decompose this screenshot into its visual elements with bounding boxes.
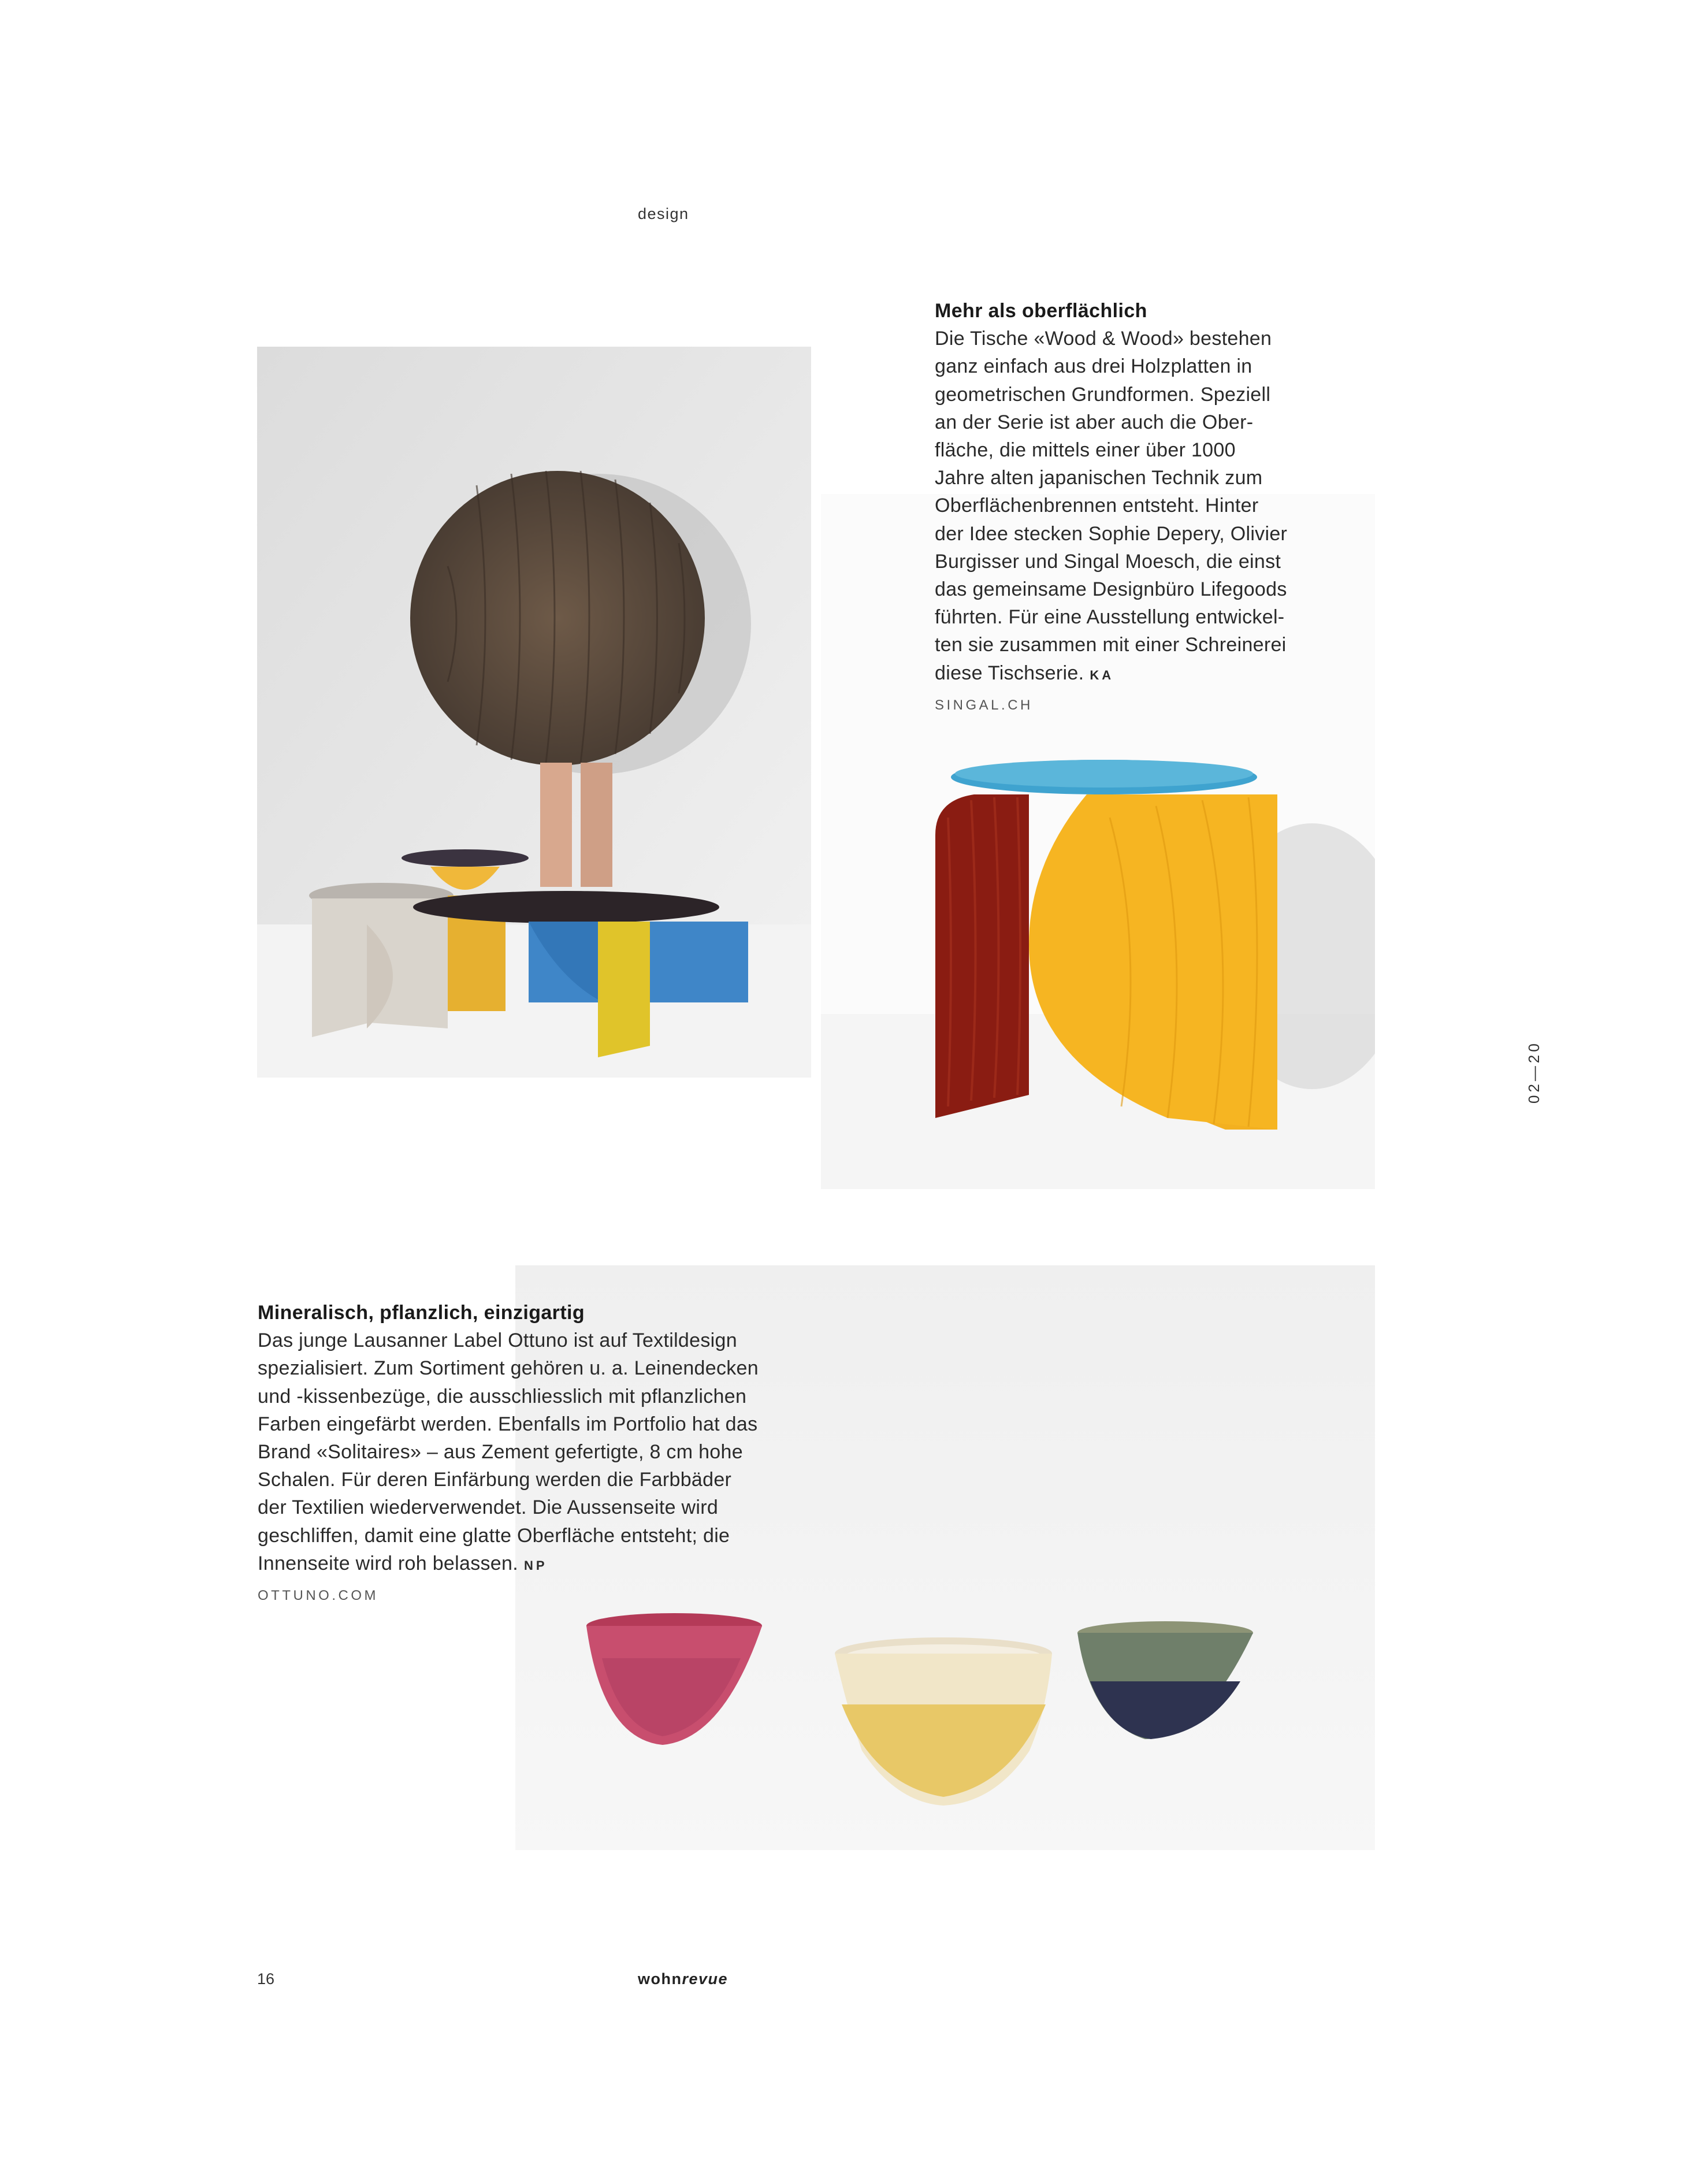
- article-line: Die Tische «Wood & Wood» bestehen: [935, 328, 1272, 350]
- article-heading: Mehr als oberflächlich: [935, 300, 1147, 322]
- article-line: das gemeinsame Designbüro Lifegoods: [935, 578, 1287, 601]
- magazine-suffix: revue: [682, 1970, 729, 1988]
- article-line-last: [258, 1550, 812, 1580]
- article-line: der Textilien wiederverwendet. Die Aussenseite wird: [258, 1496, 719, 1519]
- article-line: fläche, die mittels einer über 1000: [935, 439, 1236, 462]
- article-line: der Idee stecken Sophie Depery, Olivier: [935, 522, 1288, 545]
- issue-number: 02—20: [1525, 1041, 1543, 1104]
- article-line: führten. Für eine Ausstellung entwickel-: [935, 606, 1285, 629]
- article-line: an der Serie ist aber auch die Ober-: [935, 411, 1254, 433]
- article-line: geometrischen Grundformen. Speziell: [935, 383, 1271, 406]
- article-line: Burgisser und Singal Moesch, die einst: [935, 550, 1281, 573]
- article-line: geschliffen, damit eine glatte Oberfläche entsteht; die: [258, 1524, 730, 1547]
- article-heading: Mineralisch, pflanzlich, einzigartig: [258, 1302, 585, 1324]
- article-wood-and-wood: [935, 297, 1339, 719]
- article-line-last: [935, 659, 1339, 689]
- article-line: Schalen. Für deren Einfärbung werden die Farbbäder: [258, 1469, 732, 1491]
- article-line: Jahre alten japanischen Technik zum: [935, 467, 1263, 489]
- page-number: 16: [257, 1970, 275, 1988]
- article-line: Das junge Lausanner Label Ottuno ist auf Textildesign: [258, 1329, 737, 1352]
- magazine-name: [638, 1970, 728, 1988]
- article-line: ganz einfach aus drei Holzplatten in: [935, 355, 1252, 378]
- article-line: spezialisiert. Zum Sortiment gehören u. a. Leinendecken: [258, 1357, 759, 1380]
- article-line: Brand «Solitaires» – aus Zement gefertigte, 8 cm hohe: [258, 1441, 743, 1464]
- article-line: und -kissenbezüge, die ausschliesslich mit pflanzlichen: [258, 1385, 747, 1407]
- article-line: ten sie zusammen mit einer Schreinerei: [935, 634, 1287, 656]
- article-line-text: diese Tischserie.: [935, 662, 1084, 684]
- author-initials: NP: [523, 1558, 548, 1573]
- photo-wood-tables: [257, 347, 811, 1078]
- author-initials: KA: [1090, 667, 1114, 682]
- article-line: Farben eingefärbt werden. Ebenfalls im Portfolio hat das: [258, 1413, 758, 1435]
- magazine-prefix: wohn: [638, 1970, 682, 1988]
- article-line-text: Innenseite wird roh belassen.: [258, 1552, 518, 1574]
- source-link[interactable]: SINGAL.CH: [935, 697, 1033, 713]
- article-line: Oberflächenbrennen entsteht. Hinter: [935, 495, 1259, 517]
- article-ottuno: [258, 1299, 812, 1610]
- source-link[interactable]: OTTUNO.COM: [258, 1588, 378, 1604]
- section-label: design: [638, 205, 689, 222]
